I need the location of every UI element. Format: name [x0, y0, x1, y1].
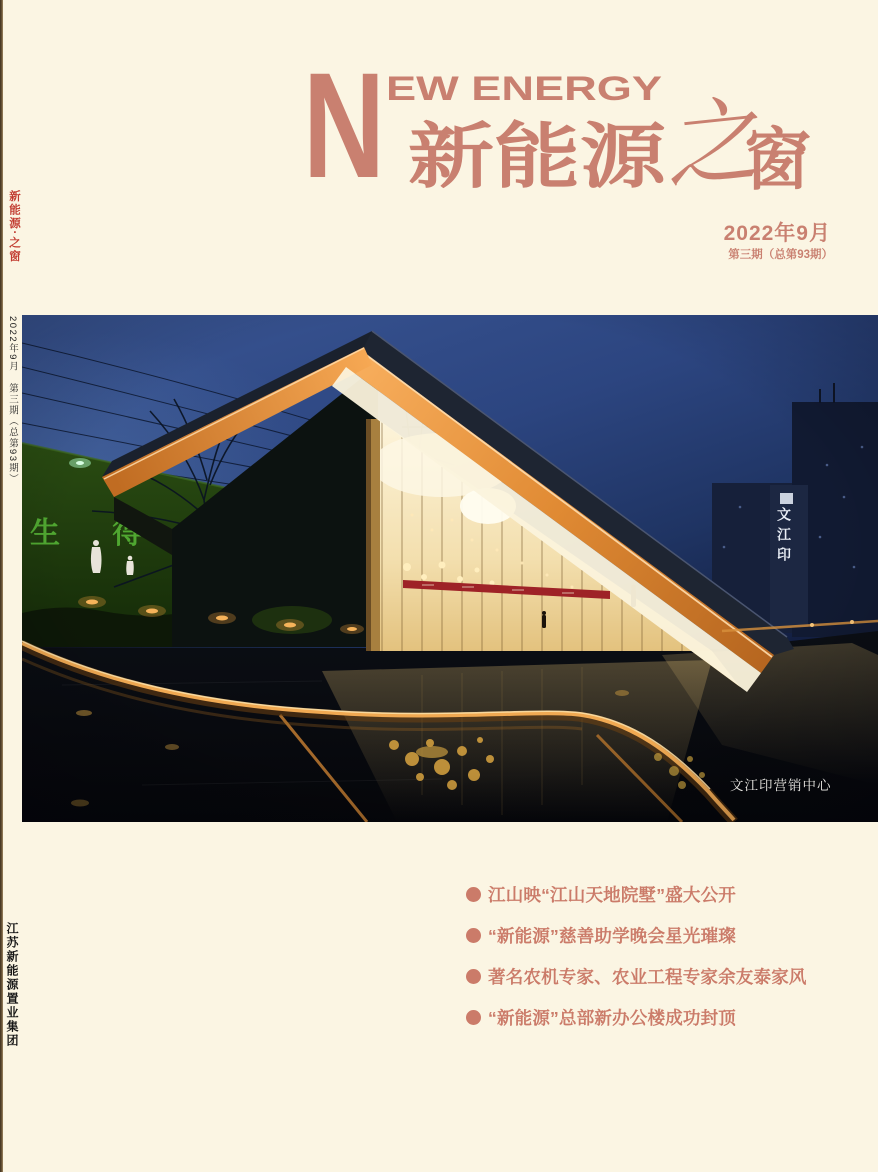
- bullet-icon: [466, 928, 481, 943]
- headline-item: [466, 882, 807, 907]
- headline-item: [466, 923, 807, 948]
- bullet-icon: [466, 969, 481, 984]
- sidebar-company-vertical: 江苏新能源置业集团: [5, 922, 19, 1048]
- photo-caption: 文江印营销中心: [730, 778, 832, 793]
- masthead-title-window: 窗: [744, 123, 811, 198]
- masthead-issue-date: 2022年9月: [723, 222, 831, 245]
- headline-text: 江山映“江山天地院墅”盛大公开: [488, 885, 736, 905]
- masthead-initial: N: [303, 41, 385, 209]
- headline-item: [466, 964, 807, 989]
- masthead-title-zhi: 之: [659, 85, 764, 204]
- masthead: [0, 0, 878, 300]
- sidebar-issue-vertical: 2022年9月 第三期（总第93期）: [7, 316, 18, 485]
- bullet-icon: [466, 1010, 481, 1025]
- headline-text: “新能源”慈善助学晚会星光璀璨: [488, 926, 736, 946]
- masthead-issue-number: 第三期（总第93期）: [728, 249, 833, 261]
- headline-list: [466, 882, 807, 1030]
- headline-text: “新能源”总部新办公楼成功封顶: [488, 1008, 736, 1028]
- sidebar-logo-vertical: 新能源·之窗: [8, 190, 20, 264]
- headline-item: [466, 1005, 807, 1030]
- masthead-title-en: EW ENERGY: [386, 70, 663, 108]
- masthead-title-cn: 新能源: [408, 118, 669, 197]
- headline-text: 著名农机专家、农业工程专家余友泰家风: [488, 967, 807, 987]
- cover-photo: [22, 315, 878, 822]
- bullet-icon: [466, 887, 481, 902]
